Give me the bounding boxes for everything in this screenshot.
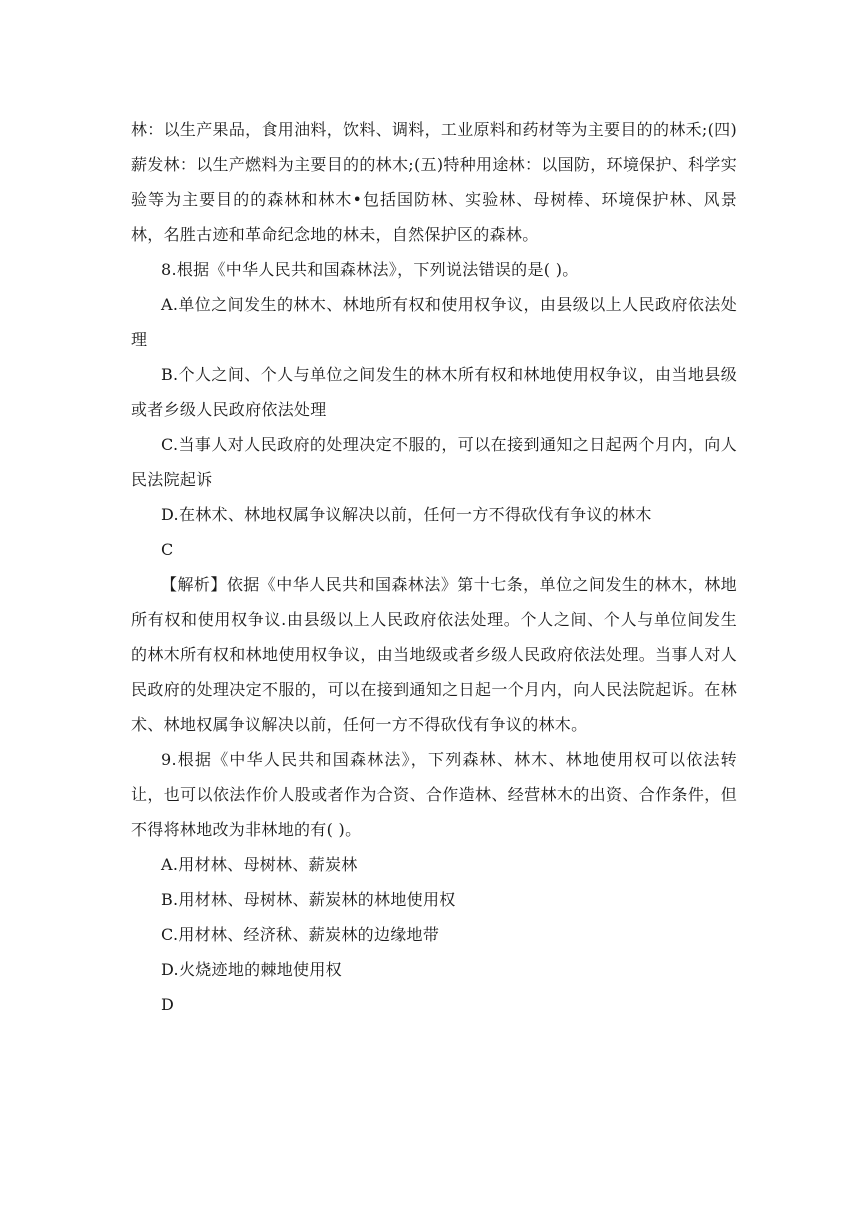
question-9-option-a: A.用材林、母树林、薪炭林	[161, 855, 358, 874]
question-8-option-c: C.当事人对人民政府的处理决定不服的，可以在接到通知之日起两个月内，向人民法院起诉	[131, 435, 737, 489]
paragraph-forest-types-continued: 林：以生产果品，食用油料，饮料、调料，工业原料和药材等为主要目的的林禾;(四)薪发林：以生产燃料为主要目的的林木;(五)特种用途林：以国防，环境保护、科学实验等为主要目的的森林和林木•包括国防林、实验林、母树棒、环境保护林、风景林，名胜古迹和革命纪念地的林未，自然保护区的森林。	[131, 120, 737, 244]
question-8-option-b: B.个人之间、个人与单位之间发生的林木所有权和林地使用权争议，由当地县级或者乡级人民政府依法处理	[131, 365, 737, 419]
question-9-option-c: C.用材林、经济秫、薪炭林的边缘地带	[161, 925, 440, 944]
question-9-option-b: B.用材林、母树林、薪炭林的林地使用权	[161, 890, 456, 909]
question-9-option-d: D.火烧迹地的棘地使用权	[161, 960, 342, 979]
document-body	[131, 112, 737, 1022]
question-8-option-a: A.单位之间发生的林木、林地所有权和使用权争议，由县级以上人民政府依法处理	[131, 295, 737, 349]
question-9-answer: D	[161, 995, 175, 1014]
question-8-stem: 8.根据《中华人民共和国森林法》，下列说法错误的是( )。	[161, 260, 579, 279]
question-8-answer: C	[161, 540, 174, 559]
question-8-explanation: 【解析】依据《中华人民共和国森林法》第十七条，单位之间发生的林木，林地所有权和使用权争议.由县级以上人民政府依法处理。个人之间、个人与单位间发生的林木所有权和林地使用权争议，由当地级或者乡级人民政府依法处理。当事人对人民政府的处理决定不服的，可以在接到通知之日起一个月内，向人民法院起诉。在林术、林地权属争议解决以前，任何一方不得砍伐有争议的林木。	[131, 575, 737, 734]
question-8-option-d: D.在林术、林地权属争议解决以前，任何一方不得砍伐有争议的林木	[161, 505, 652, 524]
question-9-stem: 9.根据《中华人民共和国森林法》，下列森林、林木、林地使用权可以依法转让，也可以依法作价人股或者作为合资、合作造林、经营林木的出资、合作条件，但不得将林地改为非林地的有( )。	[131, 750, 737, 839]
